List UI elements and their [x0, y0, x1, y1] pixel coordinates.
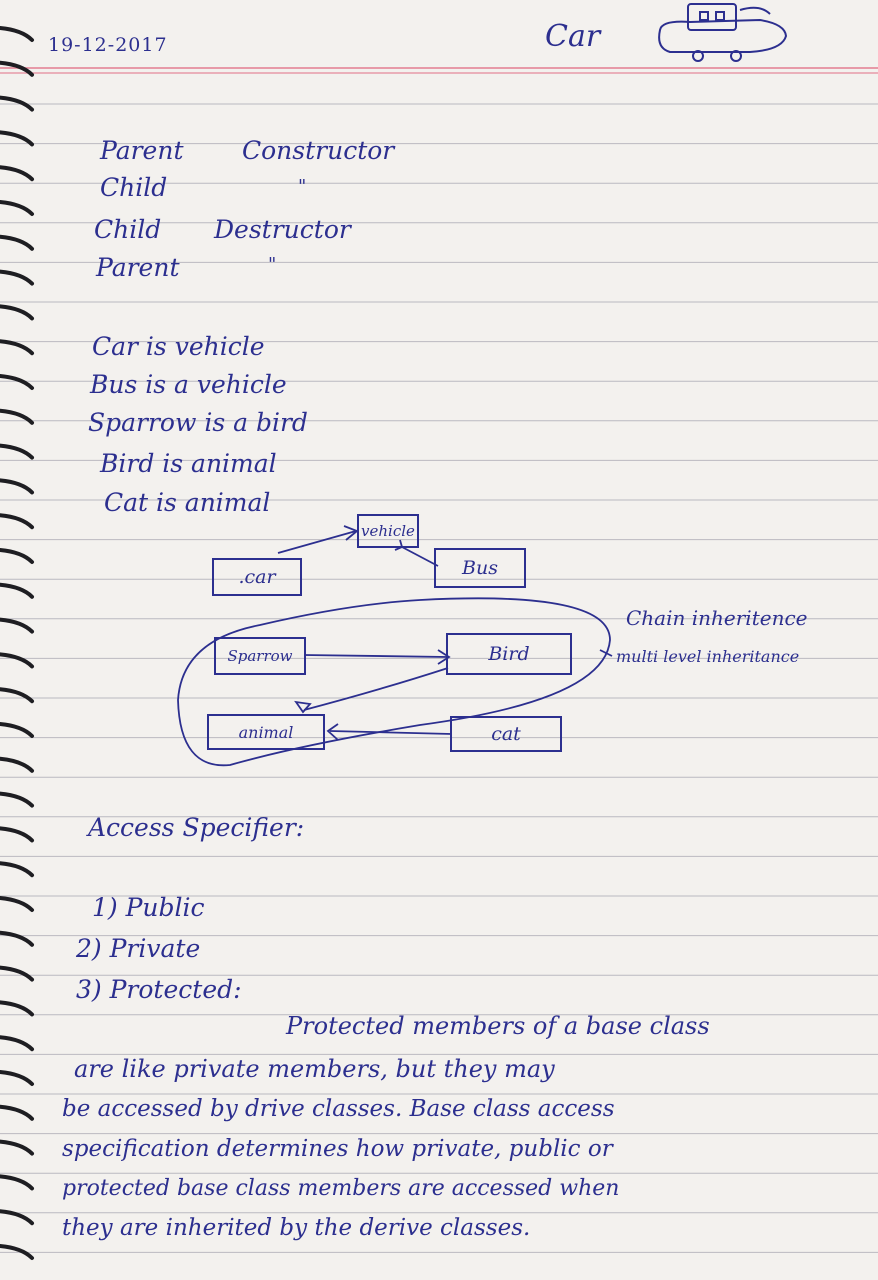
spiral-ring: [0, 272, 32, 284]
spiral-ring: [0, 480, 32, 492]
spiral-ring: [0, 654, 32, 666]
paragraph-line: specification determines how private, public or: [62, 1136, 613, 1162]
relation-line: Sparrow is a bird: [88, 408, 308, 437]
node-sparrow: Sparrow: [214, 637, 306, 675]
spiral-ring: [0, 550, 32, 562]
node-vehicle: vehicle: [357, 514, 419, 548]
spiral-ring: [0, 863, 32, 875]
paragraph-line: be accessed by drive classes. Base class access: [62, 1096, 615, 1122]
access-item: 3) Protected:: [76, 975, 242, 1004]
spiral-ring: [0, 446, 32, 458]
access-heading: Access Specifier:: [88, 813, 305, 842]
spiral-ring: [0, 515, 32, 527]
node-bird: Bird: [446, 633, 572, 675]
spiral-ring: [0, 585, 32, 597]
spiral-ring: [0, 132, 32, 144]
constructor-order-left: Parent: [96, 253, 180, 282]
constructor-order-left: Child: [94, 215, 162, 244]
spiral-ring: [0, 620, 32, 632]
spiral-ring: [0, 968, 32, 980]
access-item: 1) Public: [92, 893, 205, 922]
node-car: .car: [212, 558, 302, 596]
spiral-ring: [0, 167, 32, 179]
arrow-bus-to-vehicle: [402, 547, 438, 566]
spiral-ring: [0, 1142, 32, 1154]
spiral-ring: [0, 689, 32, 701]
paragraph-line: protected base class members are accessed when: [62, 1176, 620, 1201]
paragraph-line: Protected members of a base class: [286, 1012, 710, 1040]
spiral-ring: [0, 828, 32, 840]
node-cat: cat: [450, 716, 562, 752]
spiral-ring: [0, 724, 32, 736]
spiral-ring: [0, 202, 32, 214]
constructor-order-left: Parent: [100, 136, 184, 165]
arrow-head: [296, 702, 310, 712]
paragraph-line: they are inherited by the derive classes.: [62, 1215, 531, 1241]
car-doodle-icon: [659, 4, 786, 61]
access-item: 2) Private: [76, 934, 201, 963]
spiral-ring: [0, 28, 32, 40]
spiral-ring: [0, 376, 32, 388]
arrow-car-to-vehicle: [278, 531, 356, 553]
arrow-cat-to-animal: [330, 731, 452, 734]
spiral-ring: [0, 759, 32, 771]
constructor-order-right: Destructor: [214, 215, 351, 244]
spiral-ring: [0, 898, 32, 910]
spiral-ring: [0, 306, 32, 318]
constructor-order-right: Constructor: [242, 136, 395, 165]
relation-line: Bus is a vehicle: [90, 370, 287, 399]
ditto-mark: ": [268, 254, 277, 275]
multilevel-inheritance-label: multi level inheritance: [616, 647, 800, 666]
note-date: 19-12-2017: [48, 34, 168, 56]
spiral-ring: [0, 1002, 32, 1014]
relation-line: Car is vehicle: [92, 332, 265, 361]
chain-inheritance-label: Chain inheritence: [626, 606, 808, 630]
spiral-ring: [0, 1072, 32, 1084]
spiral-ring: [0, 1176, 32, 1188]
node-bus: Bus: [434, 548, 526, 588]
spiral-ring: [0, 1037, 32, 1049]
relation-line: Bird is animal: [100, 449, 277, 478]
node-animal: animal: [207, 714, 325, 750]
arrow-sparrow-to-bird: [304, 655, 448, 657]
note-title: Car: [545, 19, 601, 54]
relation-line: Cat is animal: [104, 488, 271, 517]
constructor-order-left: Child: [100, 173, 168, 202]
paragraph-line: are like private members, but they may: [74, 1055, 555, 1083]
spiral-ring: [0, 237, 32, 249]
spiral-ring: [0, 341, 32, 353]
arrow-bird-to-animal: [304, 668, 448, 710]
spiral-ring: [0, 933, 32, 945]
spiral-ring: [0, 794, 32, 806]
ditto-mark: ": [298, 176, 307, 197]
spiral-binding: [0, 28, 32, 1258]
spiral-ring: [0, 1107, 32, 1119]
